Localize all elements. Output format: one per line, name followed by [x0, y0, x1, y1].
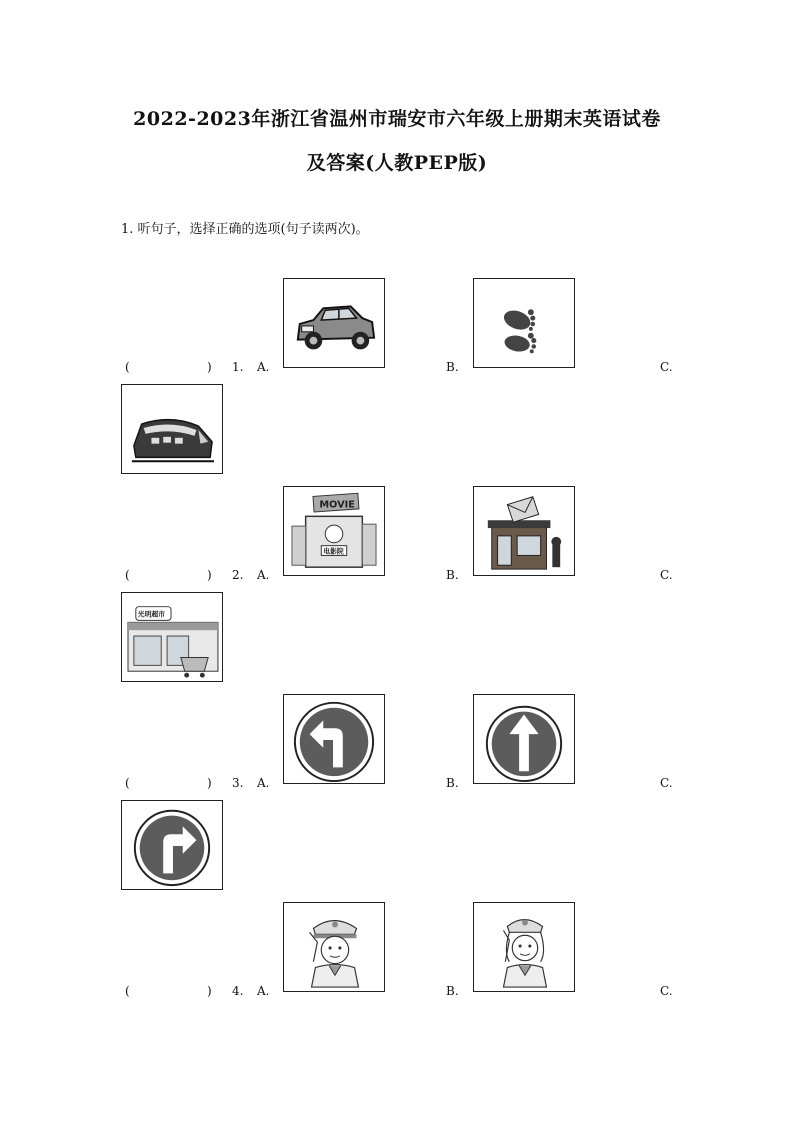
answer-paren-open: (	[125, 360, 130, 374]
supermarket-sign-text: 光明超市	[137, 610, 166, 619]
option-2b-image[interactable]	[473, 486, 575, 576]
option-b-label: B.	[446, 360, 459, 374]
train-icon	[122, 385, 222, 473]
option-c-label: C.	[660, 360, 673, 374]
movie-sign-text: MOVIE	[319, 499, 355, 511]
turn-left-sign-icon	[284, 695, 384, 783]
question-number: 2.	[232, 568, 244, 582]
post-office-icon	[474, 487, 574, 575]
question-number: 4.	[232, 984, 244, 998]
option-a-label: A.	[257, 984, 270, 998]
option-1b-image[interactable]	[473, 278, 575, 368]
option-a-label: A.	[257, 568, 270, 582]
option-4b-image[interactable]	[473, 902, 575, 992]
option-1c-image[interactable]	[121, 384, 223, 474]
answer-paren-close: )	[207, 360, 212, 374]
option-a-label: A.	[257, 776, 270, 790]
question-number: 1.	[232, 360, 244, 374]
cinema-sign-text: 电影院	[323, 547, 344, 556]
go-straight-sign-icon	[474, 695, 574, 783]
police-officer-woman-icon	[474, 903, 574, 991]
car-icon	[284, 279, 384, 367]
page-title-line2: 及答案(人教PEP版)	[306, 152, 488, 174]
option-2c-image[interactable]	[121, 592, 223, 682]
option-c-label: C.	[660, 776, 673, 790]
question-number: 3.	[232, 776, 244, 790]
option-b-label: B.	[446, 568, 459, 582]
option-a-label: A.	[257, 360, 270, 374]
turn-right-sign-icon	[122, 801, 222, 889]
option-b-label: B.	[446, 776, 459, 790]
answer-paren-open: (	[125, 776, 130, 790]
supermarket-icon	[122, 593, 222, 681]
answer-paren-close: )	[207, 776, 212, 790]
option-c-label: C.	[660, 984, 673, 998]
answer-paren-close: )	[207, 984, 212, 998]
option-3a-image[interactable]	[283, 694, 385, 784]
option-3c-image[interactable]	[121, 800, 223, 890]
answer-paren-open: (	[125, 568, 130, 582]
option-4a-image[interactable]	[283, 902, 385, 992]
question-instruction: 1. 听句子，选择正确的选项(句子读两次)。	[121, 222, 369, 237]
option-b-label: B.	[446, 984, 459, 998]
answer-paren-close: )	[207, 568, 212, 582]
option-c-label: C.	[660, 568, 673, 582]
cinema-icon	[284, 487, 384, 575]
option-3b-image[interactable]	[473, 694, 575, 784]
option-1a-image[interactable]	[283, 278, 385, 368]
answer-paren-open: (	[125, 984, 130, 998]
police-officer-icon	[284, 903, 384, 991]
footprints-icon	[474, 279, 574, 367]
page-title-line1: 2022-2023年浙江省温州市瑞安市六年级上册期末英语试卷	[133, 108, 661, 130]
option-2a-image[interactable]	[283, 486, 385, 576]
